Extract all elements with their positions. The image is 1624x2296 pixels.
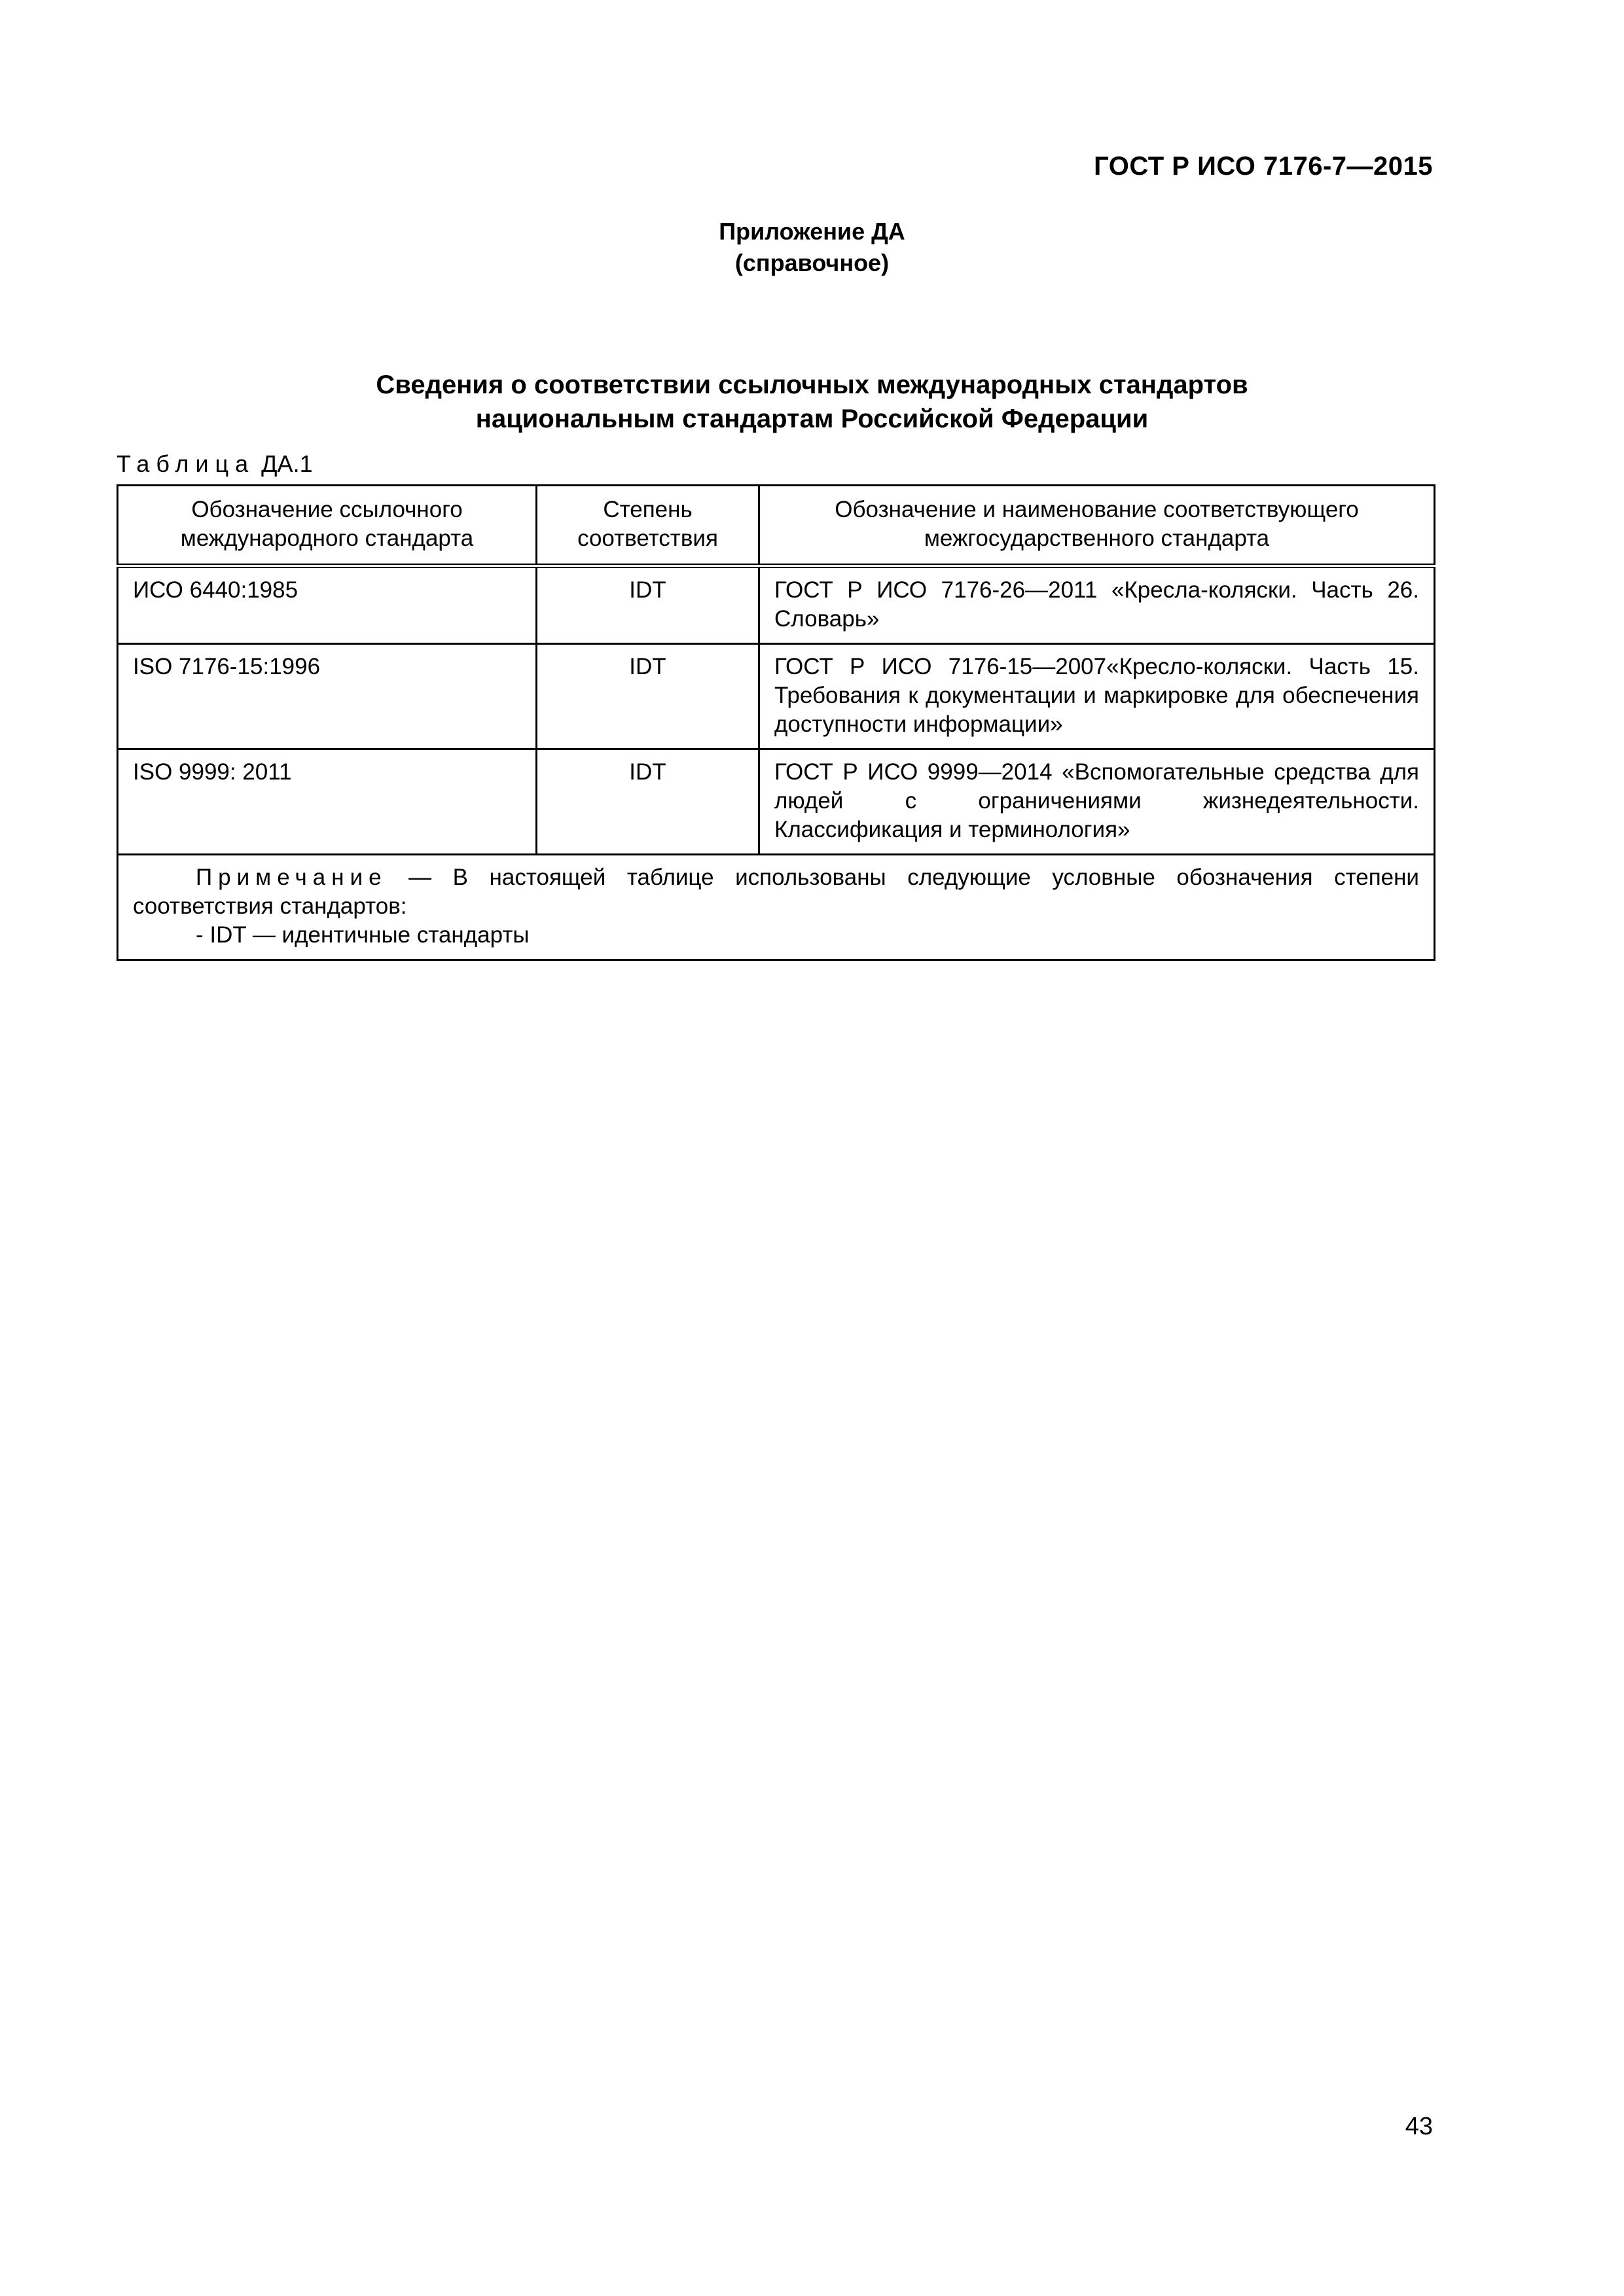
table-header-row xyxy=(118,486,1435,566)
document-code: ГОСТ Р ИСО 7176-7—2015 xyxy=(1094,152,1433,181)
degree-cell: IDT xyxy=(537,749,759,855)
intl-standard-cell: ISO 9999: 2011 xyxy=(118,749,537,855)
header-intl-standard-line-1: Обозначение ссылочного xyxy=(191,497,463,522)
header-national-standard-line-1: Обозначение и наименование соответствующего xyxy=(835,497,1359,522)
table-row xyxy=(118,749,1435,855)
table-caption-word: Таблица xyxy=(117,450,255,477)
intl-standard-cell: ISO 7176-15:1996 xyxy=(118,644,537,749)
table-caption-number: ДА.1 xyxy=(261,450,313,477)
header-intl-standard-line-2: международного стандарта xyxy=(180,526,474,551)
header-intl-standard xyxy=(118,486,537,566)
table-caption xyxy=(117,450,313,478)
appendix-heading xyxy=(0,216,1624,279)
note-label: Примечание xyxy=(196,865,388,890)
section-title xyxy=(0,368,1624,436)
appendix-title: Приложение ДА xyxy=(719,218,905,245)
table-row xyxy=(118,644,1435,749)
table-note xyxy=(118,855,1435,960)
note-item: - IDT — идентичные стандарты xyxy=(196,922,530,948)
page-number: 43 xyxy=(1405,2113,1433,2140)
national-standard-cell: ГОСТ Р ИСО 7176-15—2007«Кресло-коляски. Часть 15. Требования к документации и маркировке для обеспечения доступности информации» xyxy=(759,644,1435,749)
header-national-standard xyxy=(759,486,1435,566)
header-degree-line-1: Степень xyxy=(603,497,693,522)
header-degree xyxy=(537,486,759,566)
standards-correspondence-table xyxy=(117,484,1435,961)
degree-cell: IDT xyxy=(537,644,759,749)
table-note-row xyxy=(118,855,1435,960)
header-national-standard-line-2: межгосударственного стандарта xyxy=(924,526,1270,551)
section-title-line-1: Сведения о соответствии ссылочных международных стандартов xyxy=(376,370,1248,399)
national-standard-cell: ГОСТ Р ИСО 9999—2014 «Вспомогательные средства для людей с ограничениями жизнедеятельности. Классификация и терминология» xyxy=(759,749,1435,855)
table-row xyxy=(118,566,1435,644)
national-standard-cell: ГОСТ Р ИСО 7176-26—2011 «Кресла-коляски. Часть 26. Словарь» xyxy=(759,566,1435,644)
degree-cell: IDT xyxy=(537,566,759,644)
intl-standard-cell: ИСО 6440:1985 xyxy=(118,566,537,644)
section-title-line-2: национальным стандартам Российской Федерации xyxy=(475,404,1149,433)
note-text: — В настоящей таблице использованы следующие условные обозначения степени соответствия стандартов: xyxy=(133,865,1419,919)
appendix-subtitle: (справочное) xyxy=(734,249,890,276)
header-degree-line-2: соответствия xyxy=(577,526,718,551)
